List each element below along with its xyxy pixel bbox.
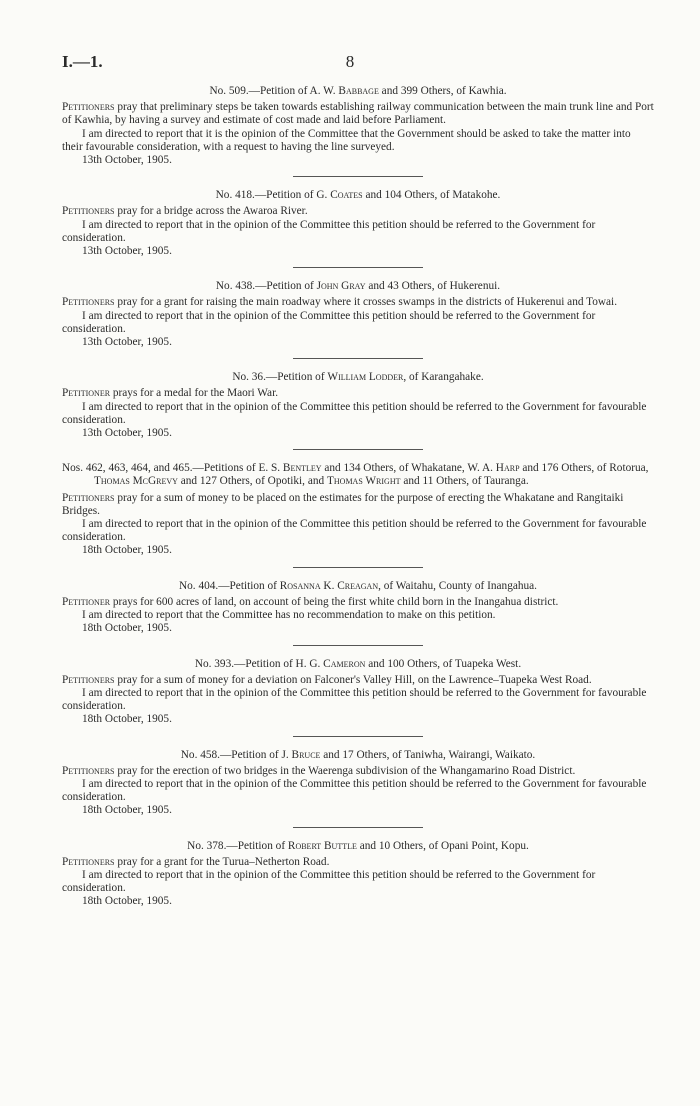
petitioner-name: Babbage xyxy=(338,85,379,97)
petition-title: No. 404.—Petition of Rosanna K. Creagan, of Waitahu, County of Inangahua. xyxy=(179,579,537,592)
report-date: 18th October, 1905. xyxy=(82,895,172,908)
petition-entry xyxy=(62,280,654,349)
petition-entry xyxy=(62,462,654,557)
petitioner-name: Coates xyxy=(330,189,363,202)
petition-prayer: Petitioners pray for a grant for raising the main roadway where it crosses swamps in the districts of Hukerenui and Towai. xyxy=(62,296,618,309)
report-date: 18th October, 1905. xyxy=(82,713,172,726)
petition-prayer: Petitioners pray for a grant for the Turua–Netherton Road. xyxy=(62,855,330,868)
report-date: 13th October, 1905. xyxy=(82,154,172,167)
report-date: 18th October, 1905. xyxy=(82,544,172,557)
committee-report: I am directed to report that in the opinion of the Committee this petition should be referred to the Government for favourable consideration. xyxy=(62,400,647,426)
committee-report: I am directed to report that in the opinion of the Committee this petition should be referred to the Government for favourable consideration. xyxy=(62,518,647,544)
petition-entry xyxy=(62,371,654,440)
committee-report: I am directed to report that in the opinion of the Committee this petition should be referred to the Government for consideration. xyxy=(62,309,596,335)
report-date: 13th October, 1905. xyxy=(82,336,172,349)
committee-report: I am directed to report that in the opinion of the Committee this petition should be referred to the Government for favourable consideration. xyxy=(62,777,647,804)
report-date: 13th October, 1905. xyxy=(82,427,172,440)
committee-report: I am directed to report that the Committee has no recommendation to make on this petition. xyxy=(82,609,496,622)
petitioner-name: Cameron xyxy=(323,657,366,670)
petition-title: No. 418.—Petition of G. Coates and 104 Others, of Matakohe. xyxy=(215,189,501,202)
section-divider xyxy=(293,736,423,737)
petitioner-name: Robert Buttle xyxy=(287,839,357,852)
petition-title: No. 393.—Petition of H. G. Cameron and 100 Others, of Tuapeka West. xyxy=(194,657,522,670)
section-divider xyxy=(293,176,423,177)
page-header xyxy=(62,52,638,76)
petition-prayer: Petitioners pray for a bridge across the Awaroa River. xyxy=(62,205,308,218)
petition-prayer: Petitioners pray that preliminary steps be taken towards establishing railway communication between the main trunk line and Port of Kawhia, by having a survey and estimate of cost made and laid before Parliament. xyxy=(62,101,654,127)
petition-entry xyxy=(62,580,654,636)
section-divider xyxy=(293,449,423,450)
petition-title: No. 509.—Petition of A. W. Babbage and 399 Others, of Kawhia. xyxy=(209,85,507,97)
petitioner-name: Bruce xyxy=(291,748,321,761)
committee-report: I am directed to report that it is the opinion of the Committee that the Government should be asked to take the matter into their favourable consideration, with a request to having the line surveyed. xyxy=(62,127,631,153)
petition-prayer: Petitioners pray for the erection of two bridges in the Waerenga subdivision of the Whangamarino Road District. xyxy=(62,764,576,777)
section-divider xyxy=(293,645,423,646)
petition-title: No. 438.—Petition of John Gray and 43 Others, of Hukerenui. xyxy=(215,280,501,293)
section-divider xyxy=(293,827,423,828)
petition-title: No. 458.—Petition of J. Bruce and 17 Others, of Taniwha, Wairangi, Waikato. xyxy=(180,748,536,761)
petitioner-name: Rosanna K. Creagan xyxy=(279,579,379,592)
petitions-list xyxy=(62,85,654,909)
section-divider xyxy=(293,267,423,268)
petition-title: No. 378.—Petition of Robert Buttle and 10 Others, of Opani Point, Kopu. xyxy=(187,839,529,852)
petition-entry xyxy=(62,840,654,909)
paper-reference: I.—1. xyxy=(62,52,103,71)
report-date: 18th October, 1905. xyxy=(82,804,172,817)
petition-title: No. 36.—Petition of William Lodder, of Karangahake. xyxy=(232,371,484,384)
petition-prayer: Petitioner prays for a medal for the Maori War. xyxy=(62,387,279,400)
report-date: 13th October, 1905. xyxy=(82,245,172,258)
petition-entry xyxy=(62,658,654,727)
petitioner-name: William Lodder xyxy=(327,371,404,384)
petition-entry xyxy=(62,85,654,167)
petitioner-name: John Gray xyxy=(316,280,366,293)
report-date: 18th October, 1905. xyxy=(82,622,172,635)
page-number: 8 xyxy=(345,52,355,71)
petition-title: Nos. 462, 463, 464, and 465.—Petitions of E. S. Bentley and 134 Others, of Whakatane, W. A. Harp and 176 Others, of Rotorua, Thomas McGrevy and 127 Others, of Opotiki, and Thomas Wright and 11 Others, of Tauranga. xyxy=(62,462,649,488)
petition-entry xyxy=(62,189,654,258)
section-divider xyxy=(293,358,423,359)
section-divider xyxy=(293,567,423,568)
petition-entry xyxy=(62,749,654,818)
committee-report: I am directed to report that in the opinion of the Committee this petition should be referred to the Government for favourable consideration. xyxy=(62,686,647,713)
petition-prayer: Petitioners pray for a sum of money to be placed on the estimates for the purpose of erecting the Whakatane and Rangitaiki Bridges. xyxy=(62,491,624,517)
committee-report: I am directed to report that in the opinion of the Committee this petition should be referred to the Government for consideration. xyxy=(62,218,596,244)
committee-report: I am directed to report that in the opinion of the Committee this petition should be referred to the Government for consideration. xyxy=(62,868,596,895)
petition-prayer: Petitioner prays for 600 acres of land, on account of being the first white child born in the Inangahua district. xyxy=(62,595,559,608)
petition-prayer: Petitioners pray for a sum of money for a deviation on Falconer's Valley Hill, on the Lawrence–Tuapeka West Road. xyxy=(62,673,592,686)
